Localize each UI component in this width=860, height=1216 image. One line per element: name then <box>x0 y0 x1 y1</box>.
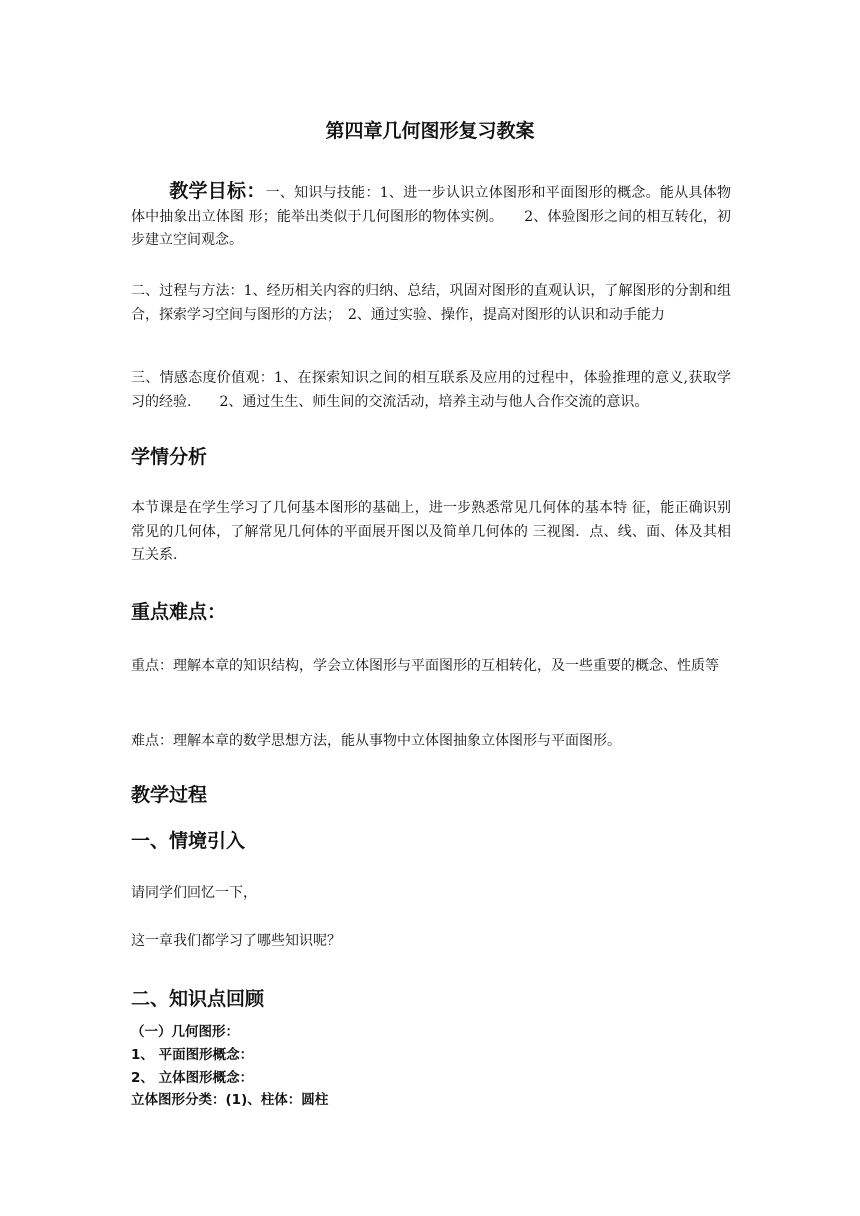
intro-line-1: 请同学们回忆一下， <box>131 885 257 901</box>
process-method-paragraph: 二、过程与方法：1、经历相关内容的归纳、总结，巩固对图形的直观认识，了解图形的分割和组合，探索学习空间与图形的方法； 2、通过实验、操作，提高对图形的认识和动手能力 <box>131 283 731 323</box>
review-item-solid: 2、 立体图形概念： <box>131 1070 254 1086</box>
analysis-heading: 学情分析 <box>131 446 208 468</box>
key-point-paragraph: 重点：理解本章的知识结构，学会立体图形与平面图形的互相转化，及一些重要的概念、性质等 <box>131 658 719 674</box>
document-title: 第四章几何图形复习教案 <box>325 120 535 142</box>
intro-line-2: 这一章我们都学习了哪些知识呢？ <box>131 933 341 949</box>
teaching-goals-paragraph <box>131 180 731 253</box>
section-intro-heading: 一、情境引入 <box>131 830 246 852</box>
key-points-heading: 重点难点： <box>131 601 227 623</box>
section-review-heading: 二、知识点回顾 <box>131 988 265 1010</box>
review-item-geometry: （一）几何图形： <box>131 1024 239 1040</box>
analysis-paragraph: 本节课是在学生学习了几何基本图形的基础上，进一步熟悉常见几何体的基本特 征，能正确识别常见的几何体，了解常见几何体的平面展开图以及简单几何体的 三视图．点、线、面、体及其相互关系. <box>131 500 731 563</box>
emotion-paragraph: 三、情感态度价值观：1、在探索知识之间的相互联系及应用的过程中，体验推理的意义,获取学习的经验. 2、通过生生、师生间的交流活动，培养主动与他人合作交流的意识。 <box>131 370 731 410</box>
teaching-process-heading: 教学过程 <box>131 784 208 806</box>
teaching-goals-label: 教学目标： <box>169 180 266 202</box>
teaching-goals-text: 一、知识与技能：1、进一步认识立体图形和平面图形的概念。能从具体物体中抽象出立体图 形；能举出类似于几何图形的物体实例。 2、体验图形之间的相互转化，初步建立空间观念。 <box>131 185 731 248</box>
review-item-plane: 1、 平面图形概念： <box>131 1047 254 1063</box>
difficult-point-paragraph: 难点：理解本章的数学思想方法，能从事物中立体图抽象立体图形与平面图形。 <box>131 733 621 749</box>
review-item-classification: 立体图形分类：(1)、柱体：圆柱 <box>131 1092 329 1108</box>
